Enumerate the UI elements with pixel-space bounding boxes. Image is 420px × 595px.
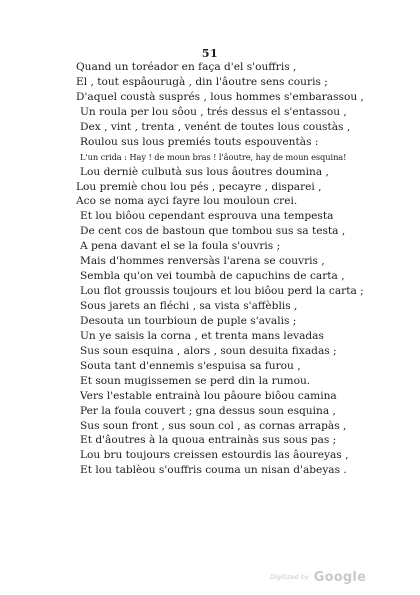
verse-line: Sus soun front , sus soun col , as cornas arrapàs , — [80, 419, 347, 432]
poem-text — [76, 60, 410, 478]
verse-line: Lou premiè chou lou pés , pecayre , disparei , — [76, 180, 322, 193]
verse-line: De cent cos de bastoun que tombou sus sa testa , — [80, 225, 346, 238]
verse-line: Roulou sus lous premiés touts espouventàs : — [80, 135, 319, 148]
verse-line: Quand un toréador en faça d'el s'ouffris , — [76, 61, 297, 73]
verse-line: Sus soun esquina , alors , soun desuita fixadas ; — [80, 344, 337, 357]
watermark-prefix: Digitized by — [270, 573, 309, 581]
verse-line: Et d'âoutres à la quoua entrainàs sus sous pas ; — [80, 434, 337, 447]
verse-line: Un ye saisis la corna , et trenta mans levadas — [80, 329, 324, 342]
verse-line: Vers l'estable entrainà lou pâoure biôou camina — [80, 389, 337, 402]
verse-line: Souta tant d'ennemis s'espuisa sa furou , — [80, 359, 301, 372]
verse-line: Aco se noma ayci fayre lou mouloun crei. — [76, 195, 298, 208]
verse-line: Et soun mugissemen se perd din la rumou. — [80, 374, 311, 387]
verse-line: Per la foula couvert ; gna dessus soun esquina , — [80, 404, 336, 417]
verse-line: Lou bru toujours creissen estourdis las âoureyas , — [80, 449, 349, 462]
verse-line: Sous jarets an fléchi , sa vista s'affèblis , — [80, 300, 298, 312]
google-logo: Google — [313, 570, 367, 585]
verse-line: Et lou tablèou s'ouffris couma un nisan d'abeyas . — [80, 464, 347, 477]
verse-line: A pena davant el se la foula s'ouvris ; — [80, 240, 281, 253]
verse-line: Et lou biôou cependant esprouva una tempesta — [80, 210, 334, 223]
verse-line: Sembla qu'on vei toumbà de capuchins de carta , — [80, 270, 345, 283]
verse-line: D'aquel coustà susprés , lous hommes s'embarassou , — [76, 90, 364, 103]
verse-line: L'un crida : Hay ! de moun bras ! l'âoutre, hay de moun esquina! — [80, 151, 347, 162]
verse-line: Lou derniè culbutà sus lous âoutres doumina , — [80, 165, 329, 178]
verse-line: Desouta un tourbioun de puple s'avalis ; — [80, 314, 297, 327]
page-number: 51 — [201, 47, 219, 60]
verse-line: Mais d'hommes renversàs l'arena se couvris , — [80, 255, 325, 268]
verse-line: Lou flot groussis toujours et lou biôou perd la carta ; — [80, 285, 364, 298]
verse-line: El , tout espâourugà , din l'âoutre sens couris ; — [76, 75, 328, 88]
verse-line: Dex , vint , trenta , venént de toutes lous coustàs , — [80, 120, 351, 133]
digitization-watermark — [270, 566, 390, 585]
verse-line: Un roula per lou sôou , trés dessus el s'entassou , — [80, 105, 347, 118]
